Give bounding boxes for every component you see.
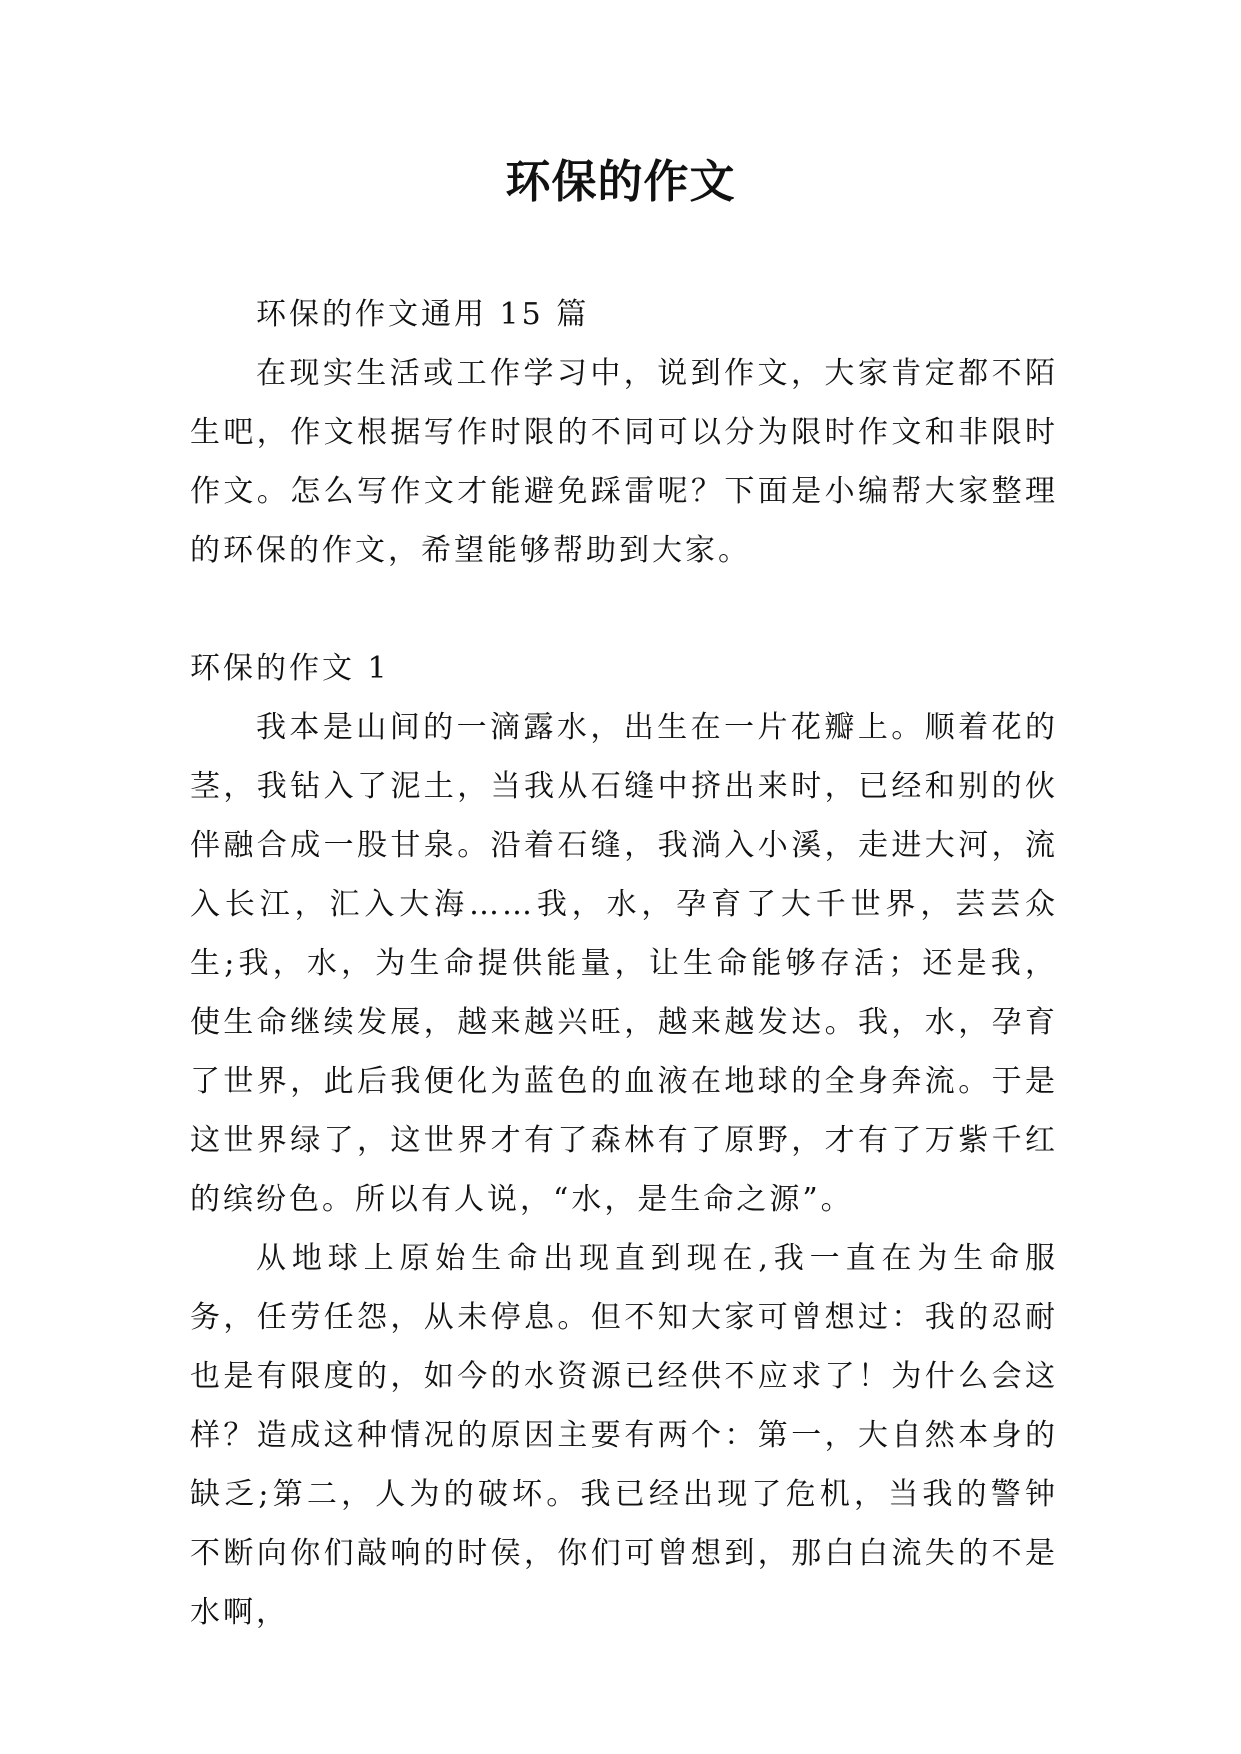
document-subtitle: 环保的作文通用 15 篇	[256, 297, 590, 332]
intro-paragraph: 在现实生活或工作学习中，说到作文，大家肯定都不陌生吧，作文根据写作时限的不同可以分为限时作文和非限时作文。怎么写作文才能避免踩雷呢？下面是小编帮大家整理的环保的作文，希望能够帮助到大家。	[190, 356, 1058, 568]
body-paragraph: 从地球上原始生命出现直到现在,我一直在为生命服务，任劳任怨，从未停息。但不知大家可曾想过：我的忍耐也是有限度的，如今的水资源已经供不应求了！为什么会这样？造成这种情况的原因主要有两个：第一，大自然本身的缺乏;第二，人为的破坏。我已经出现了危机，当我的警钟不断向你们敲响的时侯，你们可曾想到，那白白流失的不是水啊，	[190, 1241, 1058, 1630]
body-paragraph: 我本是山间的一滴露水，出生在一片花瓣上。顺着花的茎，我钻入了泥土，当我从石缝中挤出来时，已经和别的伙伴融合成一股甘泉。沿着石缝，我淌入小溪，走进大河，流入长江，汇入大海……我，水，孕育了大千世界，芸芸众生;我，水，为生命提供能量，让生命能够存活；还是我，使生命继续发展，越来越兴旺，越来越发达。我，水，孕育了世界，此后我便化为蓝色的血液在地球的全身奔流。于是这世界绿了，这世界才有了森林有了原野，才有了万紫千红的缤纷色。所以有人说，“水，是生命之源”。	[190, 710, 1058, 1217]
paragraph-spacer	[190, 580, 1058, 639]
document-title: 环保的作文	[505, 155, 736, 208]
section-heading: 环保的作文 1	[190, 651, 390, 686]
document-body	[190, 285, 1058, 1642]
